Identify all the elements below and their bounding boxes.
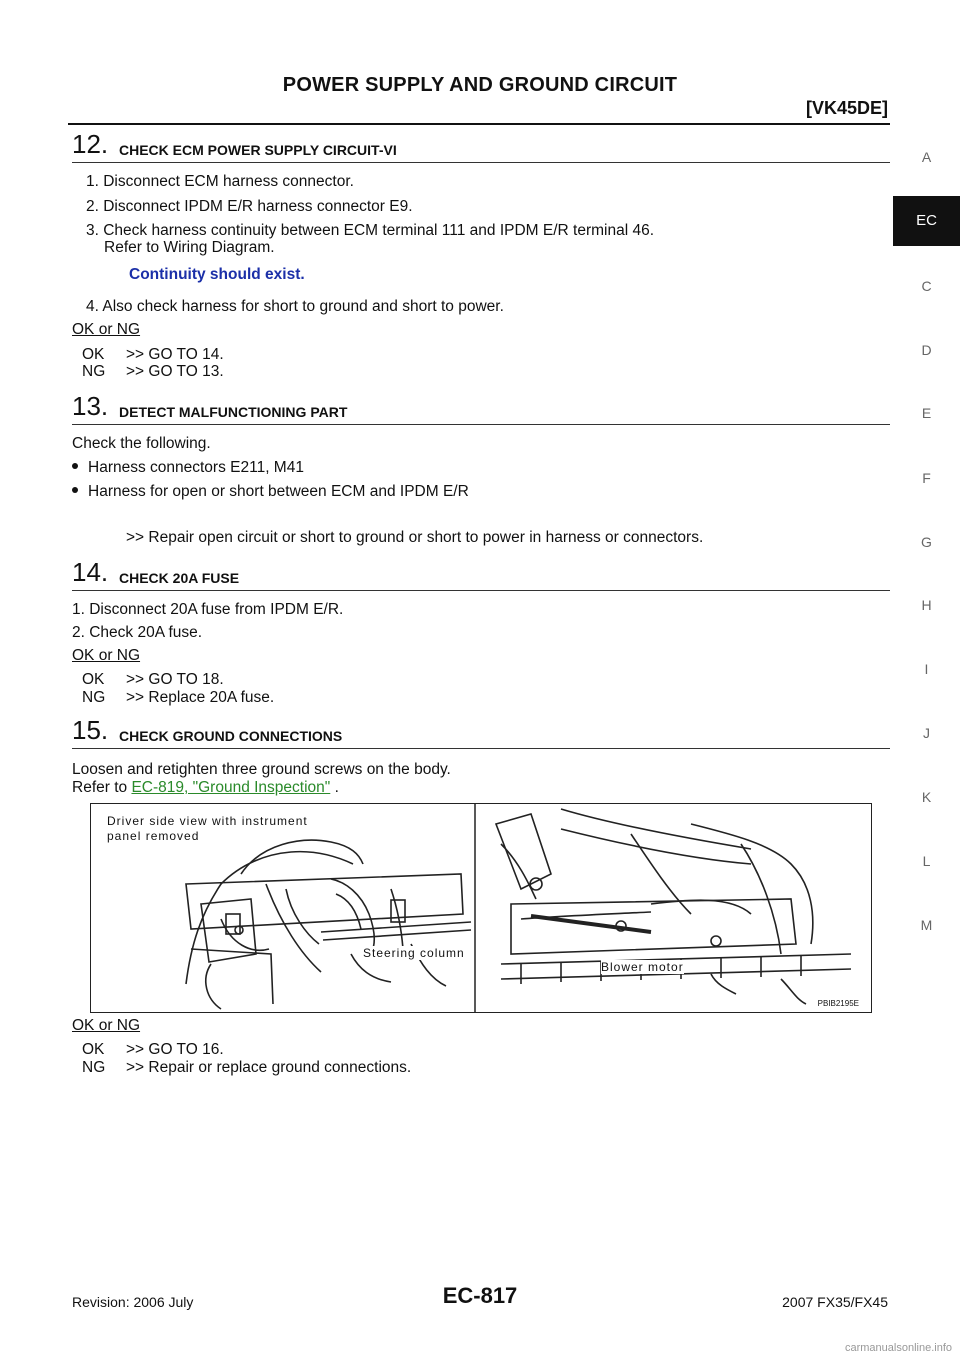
ng-label: NG bbox=[82, 363, 106, 380]
tab-d[interactable]: D bbox=[921, 342, 932, 358]
step-13-heading bbox=[72, 391, 890, 425]
step-13-intro: Check the following. bbox=[72, 435, 211, 452]
ok-label: OK bbox=[82, 671, 105, 688]
step-14-heading bbox=[72, 557, 890, 591]
ok-or-ng-label: OK or NG bbox=[72, 1017, 141, 1034]
figure-caption-line-1: Driver side view with instrument bbox=[107, 814, 308, 828]
tab-i[interactable]: I bbox=[924, 661, 929, 677]
step-12-heading bbox=[72, 129, 890, 163]
step-12-line-1: 1. Disconnect ECM harness connector. bbox=[86, 173, 354, 190]
ground-inspection-link[interactable]: EC-819, "Ground Inspection" bbox=[131, 779, 331, 796]
step-15-line-1: Loosen and retighten three ground screws on the body. bbox=[72, 761, 451, 778]
step-title: DETECT MALFUNCTIONING PART bbox=[119, 404, 348, 420]
figure-code: PBIB2195E bbox=[817, 999, 859, 1008]
step-15-heading bbox=[72, 715, 890, 749]
step-title: CHECK ECM POWER SUPPLY CIRCUIT-VI bbox=[119, 142, 397, 158]
tab-h[interactable]: H bbox=[921, 597, 932, 613]
step-14-line-1: 1. Disconnect 20A fuse from IPDM E/R. bbox=[72, 601, 344, 618]
refer-line: Refer to EC-819, "Ground Inspection" . bbox=[72, 779, 339, 796]
list-item: Harness connectors E211, M41 bbox=[72, 458, 304, 478]
bullet-icon bbox=[72, 463, 78, 469]
ng-label: NG bbox=[82, 689, 106, 706]
page-title: POWER SUPPLY AND GROUND CIRCUIT bbox=[282, 74, 678, 96]
step-12-line-3: 3. Check harness continuity between ECM terminal 111 and IPDM E/R terminal 46. bbox=[86, 222, 655, 239]
ng-action: >> Repair or replace ground connections. bbox=[126, 1059, 412, 1076]
tab-g[interactable]: G bbox=[921, 534, 932, 550]
tab-ec[interactable]: EC bbox=[893, 196, 960, 246]
list-item: Harness for open or short between ECM and IPDM E/R bbox=[72, 482, 469, 502]
label-blower-motor: Blower motor bbox=[601, 960, 684, 974]
step-number: 13. bbox=[72, 391, 109, 421]
ok-action: >> GO TO 18. bbox=[126, 671, 224, 688]
step-number: 12. bbox=[72, 129, 109, 159]
figure-caption-line-2: panel removed bbox=[107, 829, 200, 843]
footer-revision: Revision: 2006 July bbox=[72, 1294, 194, 1310]
ok-action: >> GO TO 16. bbox=[126, 1041, 224, 1058]
step-number: 14. bbox=[72, 557, 109, 587]
ng-action: >> GO TO 13. bbox=[126, 363, 224, 380]
tab-e[interactable]: E bbox=[921, 405, 932, 421]
tab-a[interactable]: A bbox=[921, 149, 932, 165]
ng-label: NG bbox=[82, 1059, 106, 1076]
illustration-drawing bbox=[91, 804, 871, 1012]
spec-continuity: Continuity should exist. bbox=[129, 266, 305, 283]
ok-or-ng-label: OK or NG bbox=[72, 647, 141, 664]
ground-screws-illustration bbox=[90, 803, 872, 1013]
step-12-line-4: 4. Also check harness for short to ground and short to power. bbox=[86, 298, 504, 315]
ok-label: OK bbox=[82, 346, 105, 363]
header-divider bbox=[68, 123, 890, 125]
step-12-line-3b: Refer to Wiring Diagram. bbox=[104, 239, 275, 256]
engine-code: [VK45DE] bbox=[805, 98, 888, 118]
ok-action: >> GO TO 14. bbox=[126, 346, 224, 363]
tab-f[interactable]: F bbox=[922, 470, 931, 486]
step-number: 15. bbox=[72, 715, 109, 745]
step-title: CHECK GROUND CONNECTIONS bbox=[119, 728, 343, 744]
page-number: EC-817 bbox=[442, 1283, 518, 1308]
step-14-line-2: 2. Check 20A fuse. bbox=[72, 624, 203, 641]
tab-c[interactable]: C bbox=[921, 278, 932, 294]
ok-or-ng-label: OK or NG bbox=[72, 321, 141, 338]
bullet-icon bbox=[72, 487, 78, 493]
watermark: carmanualsonline.info bbox=[844, 1342, 952, 1354]
step-12-line-2: 2. Disconnect IPDM E/R harness connector E9. bbox=[86, 198, 413, 215]
tab-l[interactable]: L bbox=[922, 853, 931, 869]
ng-action: >> Replace 20A fuse. bbox=[126, 689, 275, 706]
footer-model: 2007 FX35/FX45 bbox=[782, 1294, 888, 1310]
ok-label: OK bbox=[82, 1041, 105, 1058]
step-title: CHECK 20A FUSE bbox=[119, 570, 240, 586]
step-13-action: >> Repair open circuit or short to ground or short to power in harness or connectors. bbox=[126, 529, 704, 546]
tab-m[interactable]: M bbox=[920, 917, 933, 933]
tab-j[interactable]: J bbox=[923, 725, 930, 741]
tab-k[interactable]: K bbox=[921, 789, 932, 805]
label-steering-column: Steering column bbox=[363, 946, 465, 960]
